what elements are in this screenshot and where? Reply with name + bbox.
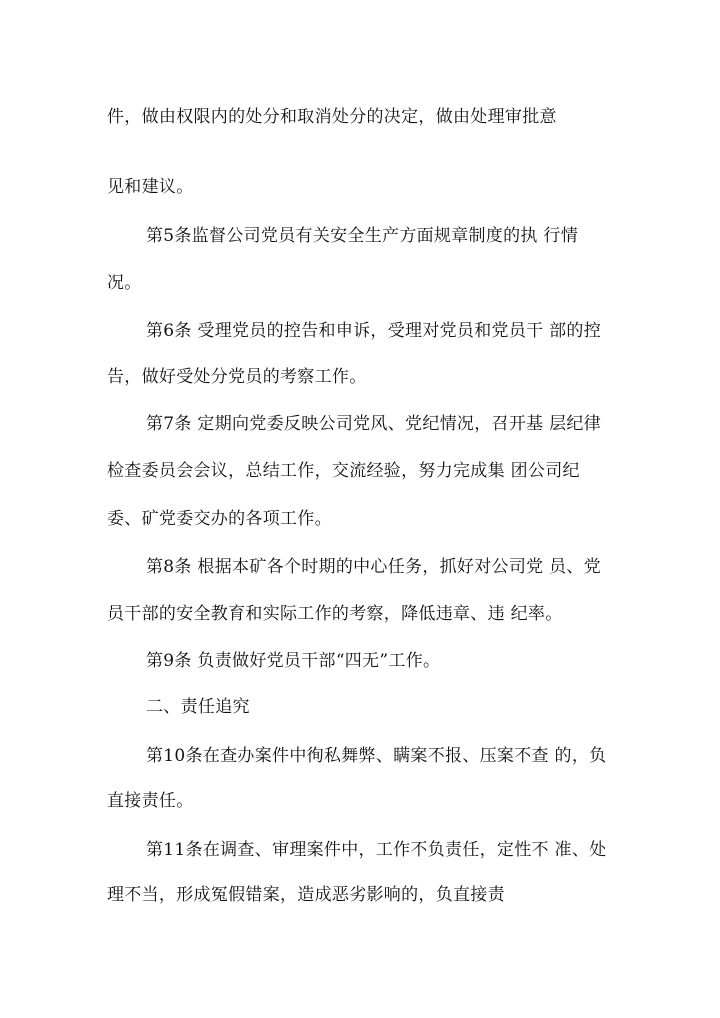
text-line-3: 第5条监督公司党员有关安全生产方面规章制度的执 行情	[146, 226, 579, 246]
text-line-16: 第11条在调查、审理案件中，工作不负责任，定性不 准、处	[146, 840, 607, 860]
section-heading: 二、责任追究	[146, 697, 250, 717]
text-line-12: 第9条 负责做好党员干部“四无”工作。	[146, 651, 441, 671]
text-line-14: 第10条在查办案件中徇私舞弊、瞒案不报、压案不查 的，负	[146, 746, 607, 766]
text-line-4: 况。	[107, 273, 142, 293]
text-line-10: 第8条 根据本矿各个时期的中心任务，抓好对公司党 员、党	[146, 557, 602, 577]
text-line-15: 直接责任。	[107, 791, 194, 811]
text-line-5: 第6条 受理党员的控告和申诉，受理对党员和党员干 部的控	[146, 321, 602, 341]
text-line-6: 告，做好受处分党员的考察工作。	[107, 367, 367, 387]
text-line-17: 理不当，形成冤假错案，造成恶劣影响的，负直接责	[107, 885, 505, 905]
text-line-1: 件，做由权限内的处分和取消处分的决定，做由处理审批意	[107, 107, 557, 127]
text-line-8: 检查委员会会议，总结工作，交流经验，努力完成集 团公司纪	[107, 461, 580, 481]
text-line-11: 员干部的安全教育和实际工作的考察，降低违章、违 纪率。	[107, 604, 563, 624]
text-line-7: 第7条 定期向党委反映公司党风、党纪情况，召开基 层纪律	[146, 414, 602, 434]
text-line-9: 委、矿党委交办的各项工作。	[107, 509, 332, 529]
text-line-2: 见和建议。	[107, 177, 194, 197]
